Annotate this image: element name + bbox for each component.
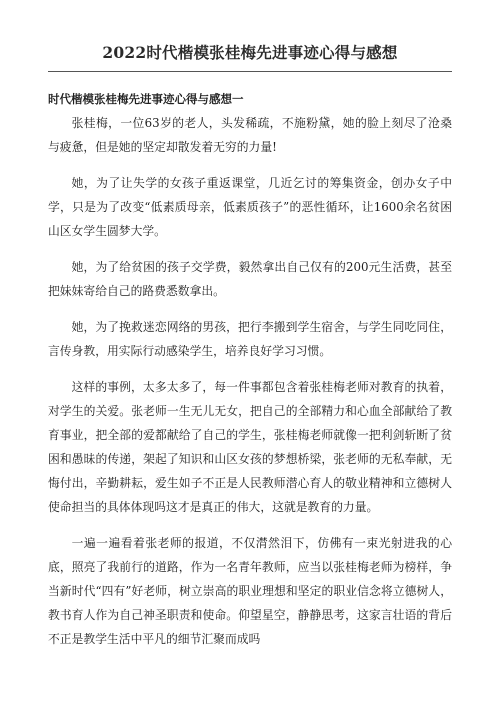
title-divider [48,71,452,72]
paragraph-3: 她，为了给贫困的孩子交学费，毅然拿出自己仅有的200元生活费，甚至把妹妹寄给自己的路费悉数拿出。 [48,260,452,298]
document-title: 2022时代楷模张桂梅先进事迹心得与感想 [102,43,398,62]
paragraph-5: 这样的事例，太多太多了，每一件事都包含着张桂梅老师对教育的执着，对学生的关爱。张老师一生无儿无女，把自己的全部精力和心血全部献给了教育事业，把全部的爱都献给了自己的学生，张桂梅老师就像一把利剑斩断了贫困和愚昧的传递，架起了知识和山区女孩的梦想桥梁，张老师的无私奉献，无悔付出，辛勤耕耘，爱生如子不正是人民教师潜心育人的敬业精神和立德树人使命担当的具体体现吗这才是真正的伟大，这就是教育的力量。 [48,380,452,514]
paragraph-1: 张桂梅，一位63岁的老人，头发稀疏，不施粉黛，她的脸上刻尽了沧桑与疲惫，但是她的坚定却散发着无穷的力量! [48,116,452,154]
section-heading: 时代楷模张桂梅先进事迹心得与感想一 [48,92,244,106]
paragraph-2: 她，为了让失学的女孩子重返课堂，几近乞讨的筹集资金，创办女子中学，只是为了改变“低素质母亲，低素质孩子”的恶性循环，让1600余名贫困山区女学生圆梦大学。 [48,176,452,238]
paragraph-6: 一遍一遍看着张老师的报道，不仅潸然泪下，仿佛有一束光射进我的心底，照亮了我前行的道路，作为一名青年教师，应当以张桂梅老师为榜样，争当新时代“四有”好老师，树立崇高的职业理想和坚定的职业信念将立德树人，教书育人作为自己神圣职责和使命。仰望星空，静静思考，这家言壮语的背后不正是教学生活中平凡的细节汇聚而成吗 [48,536,452,646]
paragraph-4: 她，为了挽救迷恋网络的男孩，把行李搬到学生宿舍，与学生同吃同住，言传身教，用实际行动感染学生，培养良好学习习惯。 [48,320,452,358]
